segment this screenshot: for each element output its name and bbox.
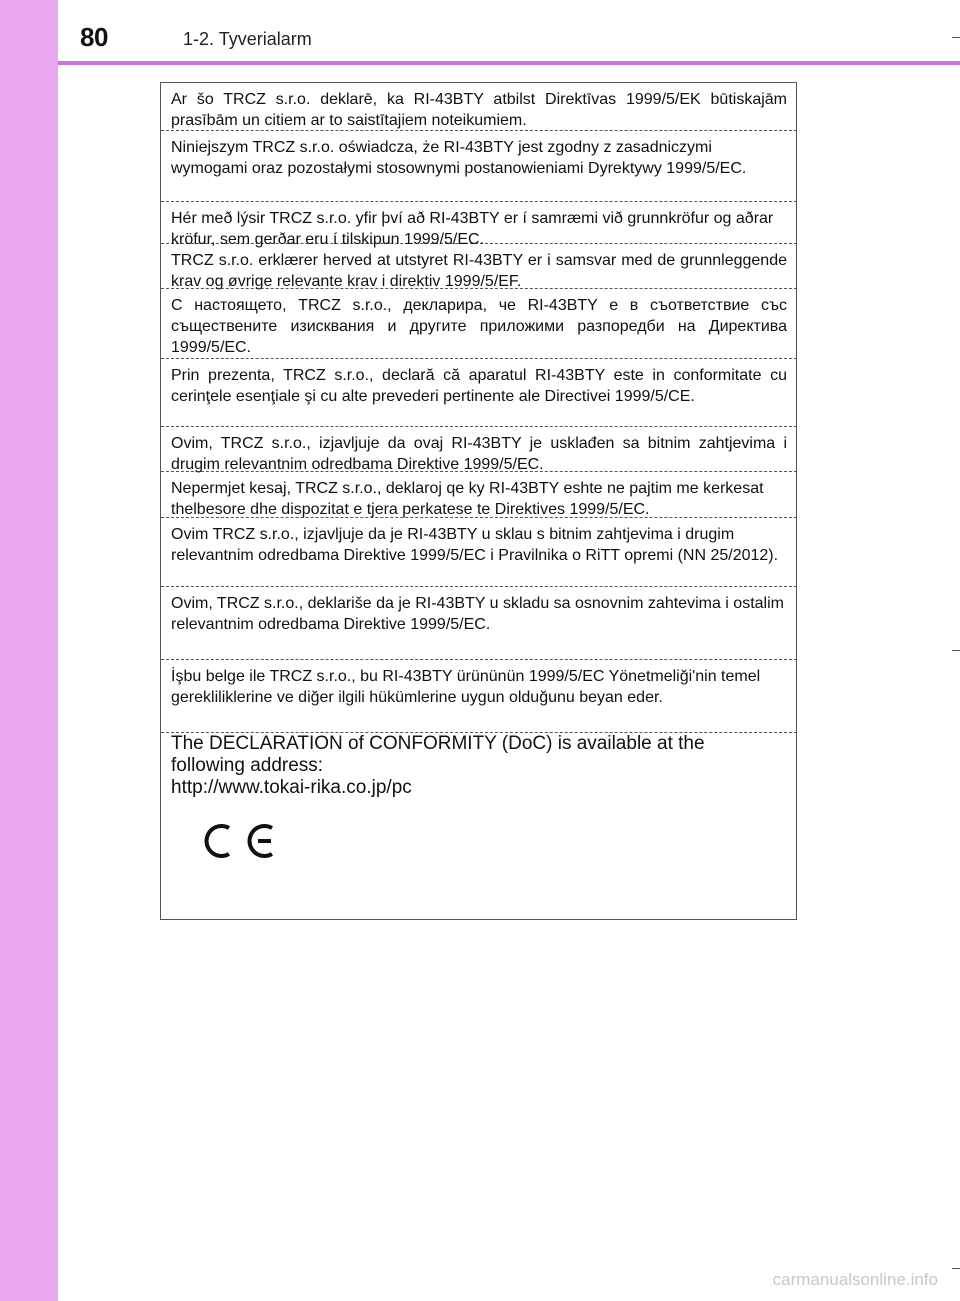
declaration-serbian: Ovim, TRCZ s.r.o., deklariše da je RI-43BTY u skladu sa osnovnim zahtevima i ostalim relevantnim odredbama Direktive 1999/5/EC. (161, 587, 797, 660)
page-number: 80 (80, 22, 108, 52)
declaration-icelandic: Hér með lýsir TRCZ s.r.o. yfir því að RI-43BTY er í samræmi við grunnkröfur og aðrar kröfur, sem gerðar eru í tilskipun 1999/5/EC. (161, 202, 797, 244)
doc-notice (161, 733, 797, 799)
declaration-latvian: Ar šo TRCZ s.r.o. deklarē, ka RI-43BTY atbilst Direktīvas 1999/5/EK būtiskajām prasībām un citiem ar to saistītajiem noteikumiem. (161, 83, 797, 131)
watermark: carmanualsonline.info (772, 1270, 938, 1289)
declaration-albanian: Nepermjet kesaj, TRCZ s.r.o., deklaroj qe ky RI-43BTY eshte ne pajtim me kerkesat thelbesore dhe dispozitat e tjera perkatese te Direktives 1999/5/EC. (161, 472, 797, 518)
crop-mark (952, 650, 960, 651)
declaration-turkish: İşbu belge ile TRCZ s.r.o., bu RI-43BTY ürününün 1999/5/EC Yönetmeliği'nin temel gerekliliklerine ve diğer ilgili hükümlerine uygun olduğunu beyan eder. (161, 660, 797, 733)
declaration-bulgarian: С настоящето, TRCZ s.r.o., декларира, че RI-43BTY е в съответствие със съществените изисквания и другите приложими разпоредби на Директива 1999/5/EC. (161, 289, 797, 359)
crop-mark (952, 37, 960, 38)
declaration-polish: Niniejszym TRCZ s.r.o. oświadcza, że RI-43BTY jest zgodny z zasadniczymi wymogami oraz pozostałymi stosownymi postanowieniami Dyrektywy 1999/5/EC. (161, 131, 797, 202)
doc-notice-line2: following address: (171, 755, 324, 776)
ce-mark-icon (199, 823, 279, 859)
chapter-side-tab (0, 0, 58, 1301)
declaration-box (160, 82, 797, 920)
section-title: 1-2. Tyverialarm (183, 29, 312, 49)
header-rule (58, 61, 960, 65)
declaration-bosnian: Ovim, TRCZ s.r.o., izjavljuje da ovaj RI-43BTY je usklađen sa bitnim zahtjevima i drugim relevantnim odredbama Direktive 1999/5/EC. (161, 427, 797, 472)
doc-url[interactable]: http://www.tokai-rika.co.jp/pc (171, 777, 412, 798)
doc-notice-line1: The DECLARATION of CONFORMITY (DoC) is available at the (171, 733, 705, 754)
declaration-romanian: Prin prezenta, TRCZ s.r.o., declară că aparatul RI-43BTY este in conformitate cu cerinţele esenţiale şi cu alte prevederi pertinente ale Directivei 1999/5/CE. (161, 359, 797, 427)
declaration-croatian: Ovim TRCZ s.r.o., izjavljuje da je RI-43BTY u sklau s bitnim zahtjevima i drugim relevantnim odredbama Direktive 1999/5/EC i Pravilnika o RiTT opremi (NN 25/2012). (161, 518, 797, 587)
declaration-norwegian: TRCZ s.r.o. erklærer herved at utstyret RI-43BTY er i samsvar med de grunnleggende krav og øvrige relevante krav i direktiv 1999/5/EF. (161, 244, 797, 289)
crop-mark (952, 1268, 960, 1269)
